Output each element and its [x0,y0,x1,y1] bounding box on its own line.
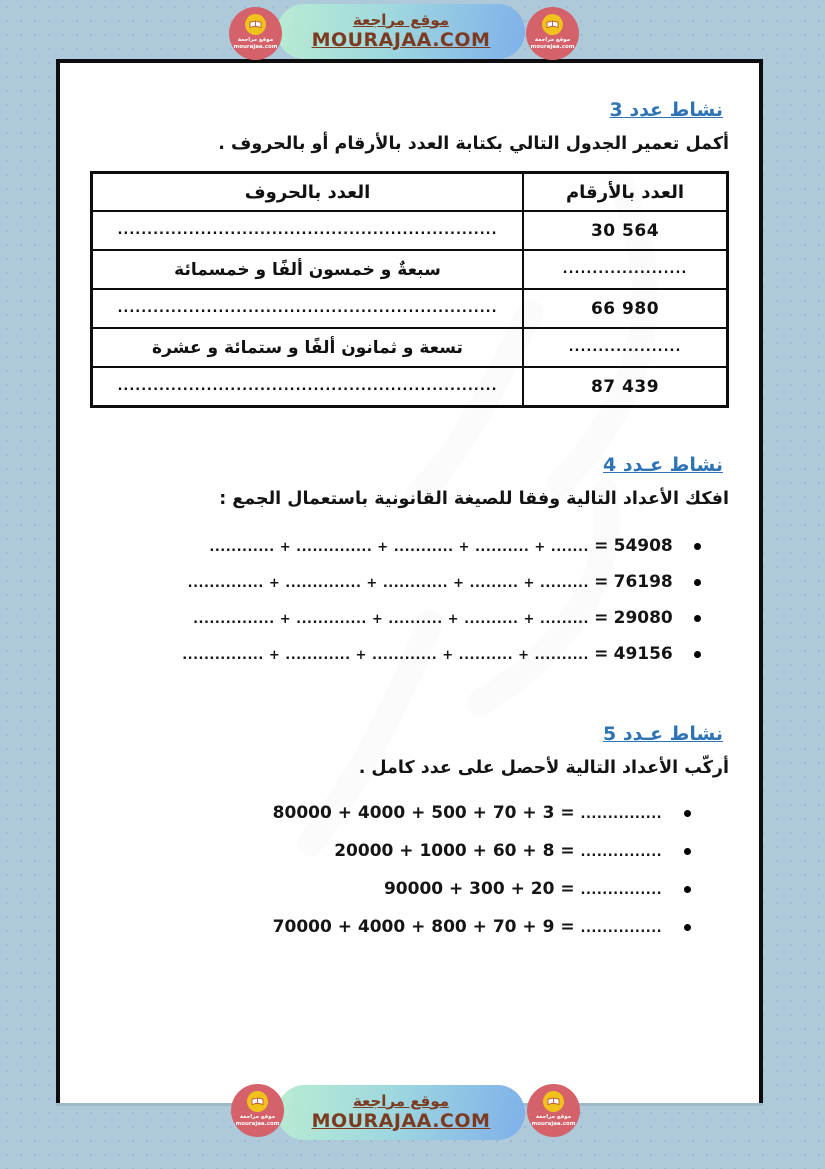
site-logo-badge [526,7,579,60]
book-icon [543,1091,564,1112]
header-digits: العدد بالأرقام [523,173,728,212]
book-icon [245,14,266,35]
bullet-icon [694,651,701,658]
digits-cell: ................... [523,328,728,367]
equals-sign: = [594,644,609,664]
composition-line [90,836,729,874]
book-icon [247,1091,268,1112]
letters-cell: ................................................................ [92,289,524,328]
bullet-icon [684,810,691,817]
decomposition-line [90,531,729,567]
table-row [92,328,728,367]
blanks: ............ + .............. + ........... + .......... + ....... [209,540,589,555]
expression: 80000 + 4000 + 500 + 70 + 3 = [272,803,575,823]
badge-label: موقع مراجعة mourajaa.com [531,1114,576,1128]
table-row [92,211,728,250]
site-name-english: MOURAJAA.COM [311,29,491,52]
activity5-title: نشاط عـدد 5 [603,723,723,745]
blanks: .............. + .............. + ............ + ......... + ......... [187,576,589,591]
answer-blank: ............... [580,921,663,936]
table-row [92,289,728,328]
target-number: 49156 [613,644,673,664]
digits-cell: 30 564 [523,211,728,250]
bullet-icon [684,848,691,855]
composition-line [90,912,729,950]
site-logo-badge [229,7,282,60]
site-name-arabic: موقع مراجعة [352,1091,450,1110]
activity4-instruction: افكك الأعداد التالية وفقا للصيغة القانونية باستعمال الجمع : [219,489,729,509]
blanks: ............... + ............. + .......... + .......... + ......... [193,612,589,627]
worksheet-page [56,59,763,1103]
digits-cell: ..................... [523,250,728,289]
equals-sign: = [594,608,609,628]
decomposition-line [90,639,729,675]
site-name-english: MOURAJAA.COM [311,1110,491,1133]
badge-label: موقع مراجعة mourajaa.com [235,1114,280,1128]
bullet-icon [694,579,701,586]
book-icon [542,14,563,35]
equals-sign: = [594,572,609,592]
expression: 70000 + 4000 + 800 + 70 + 9 = [272,917,575,937]
decomposition-line [90,567,729,603]
answer-blank: ............... [580,883,663,898]
footer-banner [277,1085,525,1140]
letters-cell: تسعة و ثمانون ألفًا و ستمائة و عشرة [92,328,524,367]
digits-cell: 66 980 [523,289,728,328]
site-logo-badge [527,1084,580,1137]
header-banner [277,4,525,59]
blanks: ............... + ............ + ............ + .......... + .......... [182,648,589,663]
site-name-arabic: موقع مراجعة [352,10,450,29]
site-logo-badge [231,1084,284,1137]
answer-blank: ............... [580,807,663,822]
activity4-title: نشاط عـدد 4 [603,454,723,476]
digits-cell: 87 439 [523,367,728,407]
bullet-icon [684,924,691,931]
equals-sign: = [594,536,609,556]
badge-label: موقع مراجعة mourajaa.com [530,37,575,51]
answer-blank: ............... [580,845,663,860]
header-letters: العدد بالحروف [92,173,524,212]
target-number: 76198 [613,572,673,592]
composition-list [90,798,729,950]
activity3-title: نشاط عدد 3 [609,99,723,121]
number-conversion-table [90,171,729,408]
badge-label: موقع مراجعة mourajaa.com [233,37,278,51]
decomposition-line [90,603,729,639]
bullet-icon [684,886,691,893]
table-header-row [92,173,728,212]
activity5-instruction: أركّب الأعداد التالية لأحصل على عدد كامل . [358,758,729,778]
letters-cell: ................................................................ [92,211,524,250]
composition-line [90,874,729,912]
decomposition-list [90,531,729,675]
expression: 20000 + 1000 + 60 + 8 = [334,841,575,861]
bullet-icon [694,615,701,622]
expression: 90000 + 300 + 20 = [383,879,575,899]
table-row [92,367,728,407]
letters-cell: ................................................................ [92,367,524,407]
table-row [92,250,728,289]
letters-cell: سبعةٌ و خمسون ألفًا و خمسمائة [92,250,524,289]
page-content [60,63,759,1103]
composition-line [90,798,729,836]
activity3-instruction: أكمل تعمير الجدول التالي بكتابة العدد بالأرقام أو بالحروف . [218,134,729,154]
bullet-icon [694,543,701,550]
target-number: 54908 [613,536,673,556]
target-number: 29080 [613,608,673,628]
